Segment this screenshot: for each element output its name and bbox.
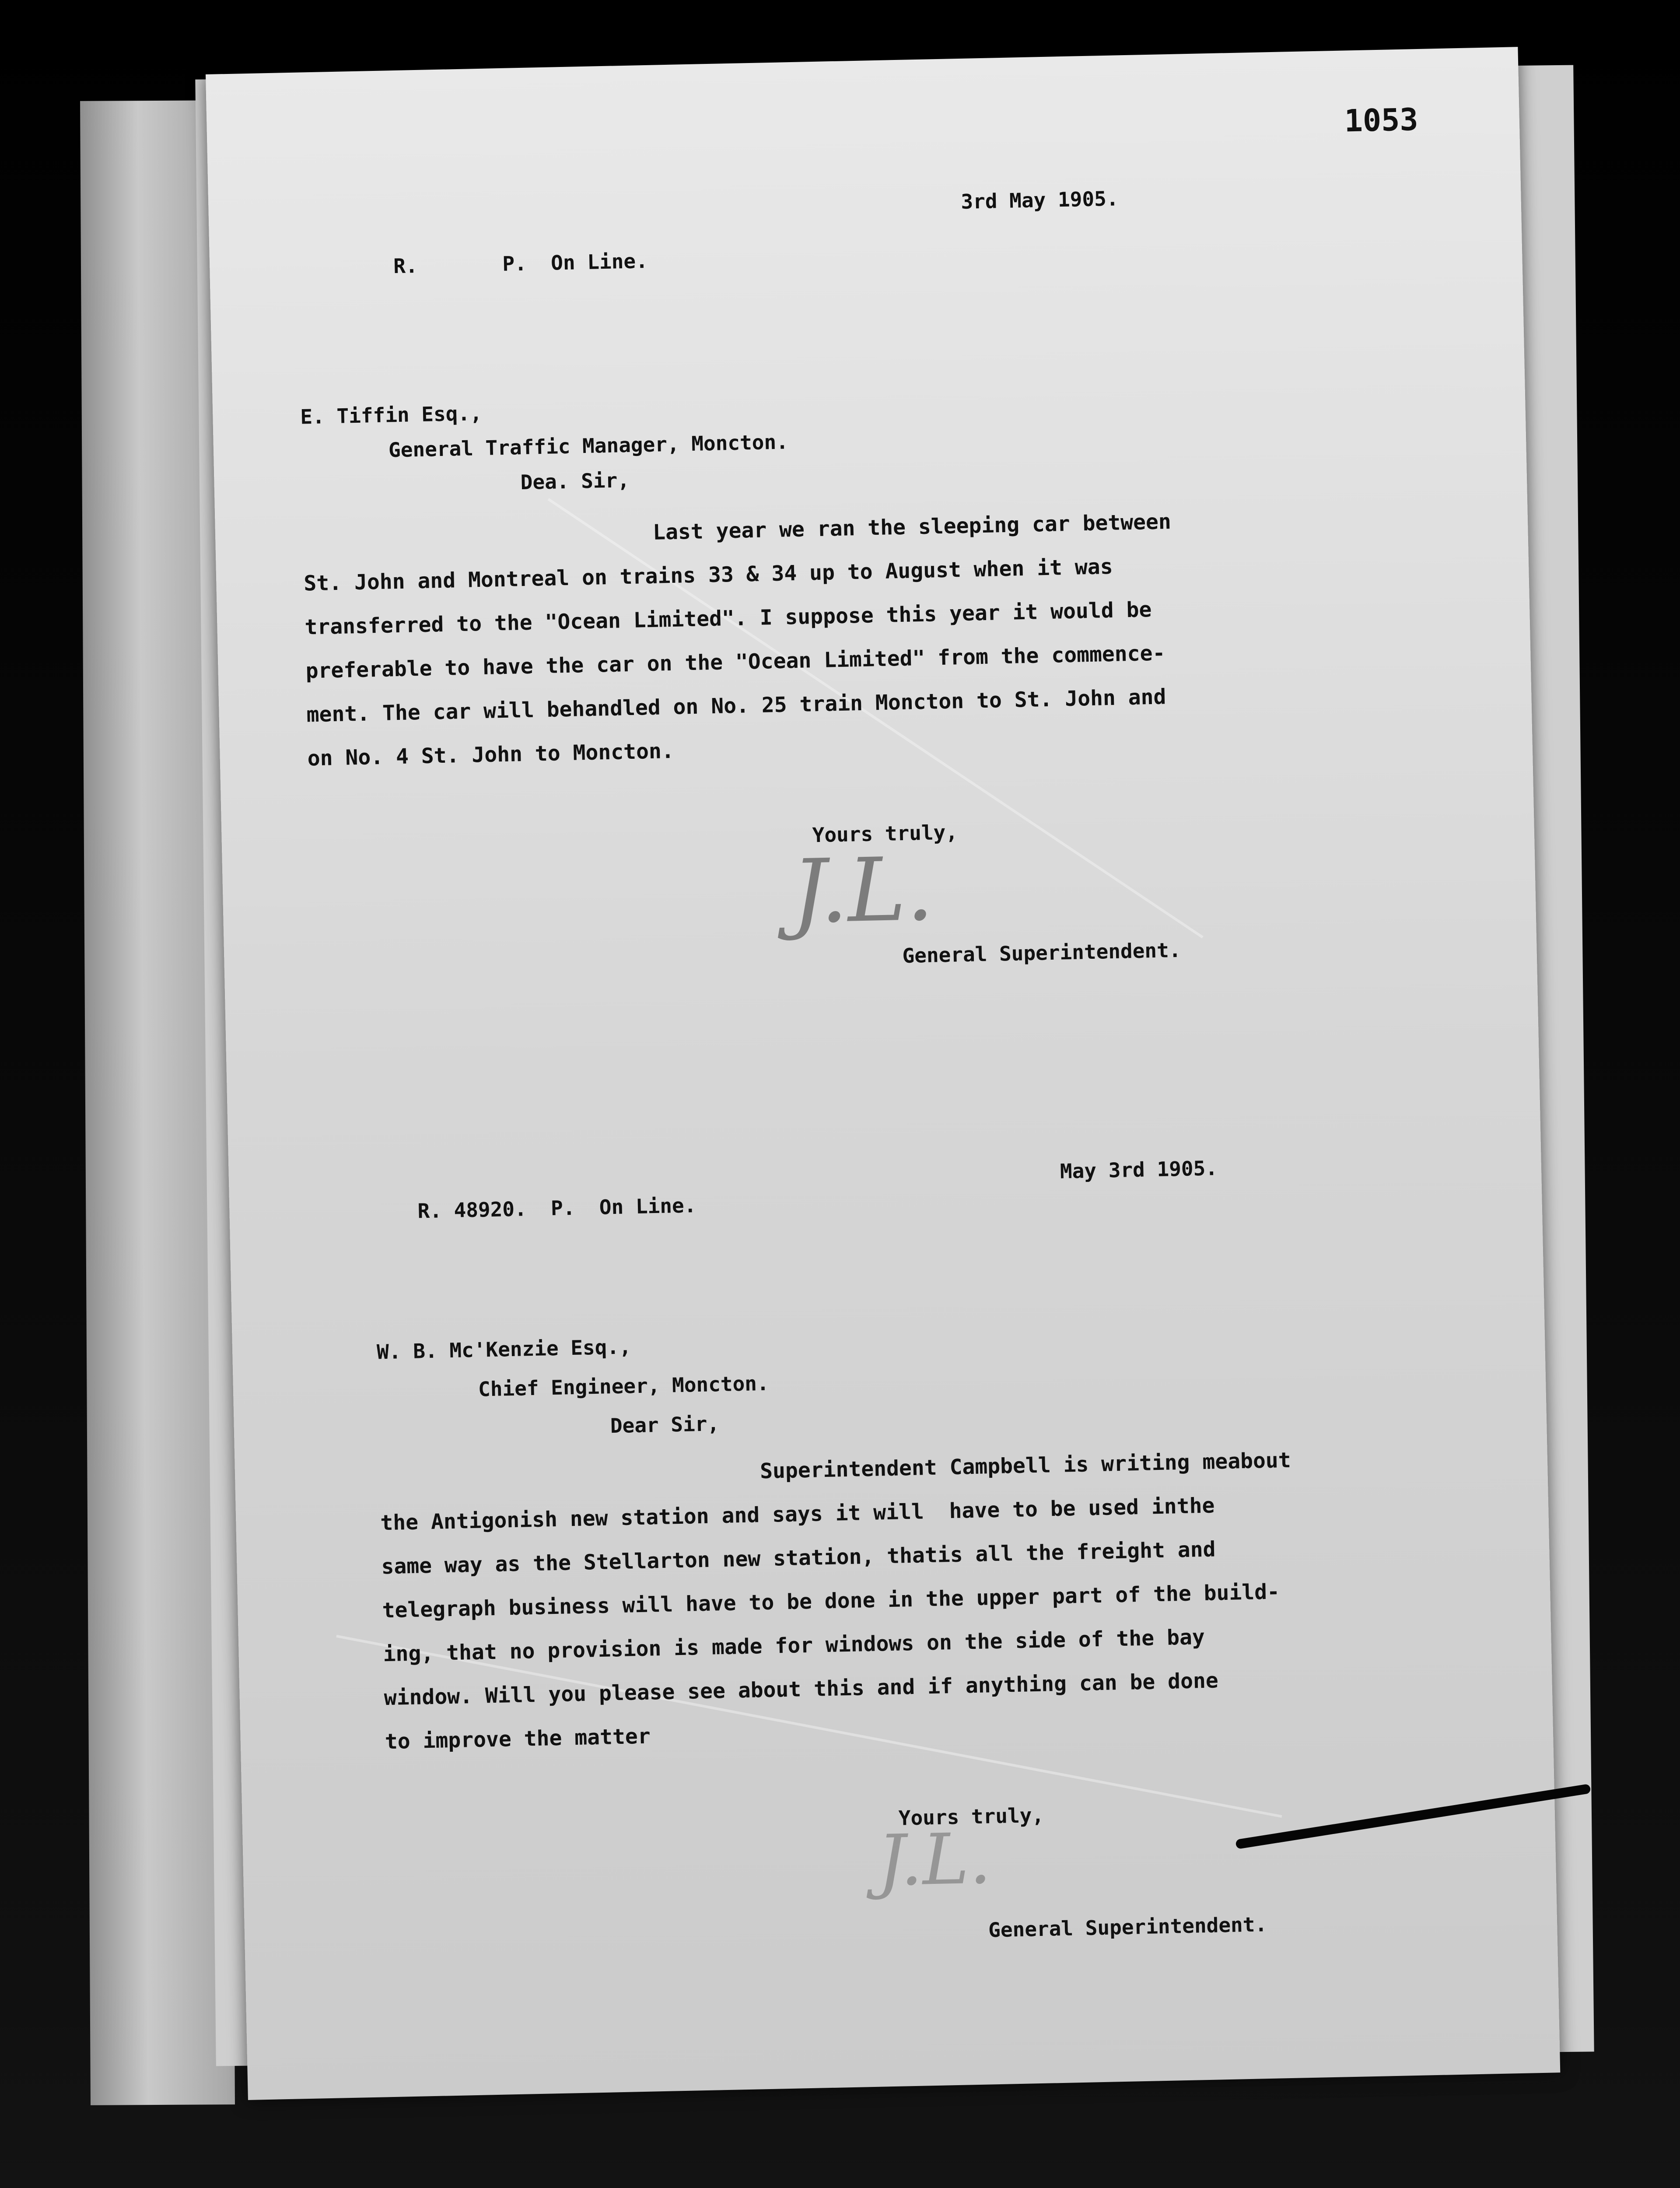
letter2-body-line: window. Will you please see about this and if anything can be done bbox=[384, 1668, 1219, 1711]
letter1-body-line: St. John and Montreal on trains 33 & 34 up to August when it was bbox=[303, 554, 1113, 596]
letter2-addressee-title: Chief Engineer, Moncton. bbox=[478, 1371, 770, 1401]
letter2-salutation: Dear Sir, bbox=[610, 1412, 720, 1438]
letter2-reference: R. 48920. P. On Line. bbox=[417, 1193, 696, 1223]
letter2-signoff: General Superintendent. bbox=[988, 1912, 1267, 1942]
letter1-reference: R. P. On Line. bbox=[393, 249, 648, 278]
letter1-date: 3rd May 1905. bbox=[960, 186, 1119, 214]
letter1-addressee-title: General Traffic Manager, Moncton. bbox=[388, 430, 789, 462]
letter2-body-line: same way as the Stellarton new station, thatis all the freight and bbox=[381, 1537, 1216, 1579]
page-number: 1053 bbox=[1344, 101, 1419, 139]
letter2-body-line: Superintendent Campbell is writing meabout bbox=[760, 1448, 1292, 1484]
letter2-body-line: the Antigonish new station and says it will have to be used inthe bbox=[380, 1493, 1215, 1536]
letter2-body-line: to improve the matter bbox=[385, 1724, 651, 1754]
letter1-salutation: Dea. Sir, bbox=[520, 468, 630, 494]
signature: J.L. bbox=[876, 1817, 992, 1902]
signature: J.L. bbox=[790, 838, 935, 943]
letter1-body-line: ment. The car will behandled on No. 25 train Moncton to St. John and bbox=[306, 684, 1166, 727]
letter2-closing: Yours truly, bbox=[898, 1803, 1044, 1830]
letter2-body-line: ing, that no provision is made for windows on the side of the bay bbox=[383, 1624, 1205, 1667]
letter1-body-line: on No. 4 St. John to Moncton. bbox=[307, 738, 675, 771]
letter2-addressee: W. B. Mc'Kenzie Esq., bbox=[376, 1335, 632, 1364]
letter2-body-line: telegraph business will have to be done in the upper part of the build- bbox=[382, 1579, 1280, 1623]
letter1-signoff: General Superintendent. bbox=[902, 938, 1181, 968]
document-page bbox=[206, 47, 1560, 2100]
letter1-closing: Yours truly, bbox=[812, 820, 958, 847]
letter1-body-line: preferable to have the car on the "Ocean Limited" from the commence- bbox=[305, 641, 1166, 684]
letter1-body-line: transferred to the "Ocean Limited". I suppose this year it would be bbox=[304, 597, 1152, 640]
letter1-addressee: E. Tiffin Esq., bbox=[300, 401, 483, 429]
letter1-body-line: Last year we ran the sleeping car between bbox=[652, 509, 1172, 545]
letter2-date: May 3rd 1905. bbox=[1060, 1156, 1218, 1183]
